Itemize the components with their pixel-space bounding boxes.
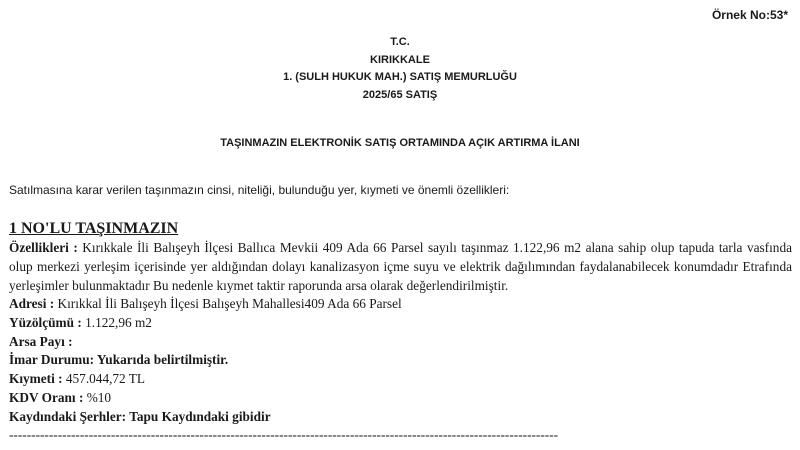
property-area [9,314,792,333]
property-address [9,295,792,314]
annotations-value: Tapu Kaydındaki gibidir [126,408,271,424]
features-label: Özellikleri : [9,240,78,255]
header-file-number: 2025/65 SATIŞ [362,88,438,101]
value-label: Kıymeti : [9,371,63,387]
features-value: Kırıkkale İli Balışeyh İlçesi Ballıca Mevkii 409 Ada 66 Parsel sayılı taşınmaz 1.122,96 m2 alana sahip olup tapuda tarla vasfında olup merkezi yerleşim içerisinde yer aldığından dolayı kanalizasyon içme suyu ve elektrik dağılımından faydalanabilecek konumdadır Etrafında yerleşimler bulunmaktadır Bu nedenle kıymet taktir raporunda arsa olarak değerlendirilmiştir. [9,240,792,293]
property-vat [9,389,792,408]
address-value: Kırıkkal İli Balışeyh İlçesi Balışeyh Mahallesi409 Ada 66 Parsel [54,296,402,311]
property-zoning [9,351,792,370]
intro-text: Satılmasına karar verilen taşınmazın cinsi, niteliği, bulunduğu yer, kıymeti ve önemli özellikleri: [9,183,510,197]
property-features [9,238,792,295]
sample-number: Örnek No:53* [711,8,788,22]
value-amount: 457.044,72 TL [62,371,146,387]
header-office: 1. (SULH HUKUK MAH.) SATIŞ MEMURLUĞU [283,71,517,83]
vat-label: KDV Oranı : [9,389,84,405]
zoning-value: Yukarıda belirtilmiştir. [94,352,229,368]
share-label: Arsa Payı : [9,333,73,349]
zoning-label: İmar Durumu: [9,352,95,368]
announcement-title: TAŞINMAZIN ELEKTRONİK SATIŞ ORTAMINDA AÇIK ARTIRMA İLANI [220,137,580,149]
header-city: KIRIKKALE [370,53,430,66]
header-country: T.C. [390,36,410,48]
property-share [9,333,792,352]
property-annotations [9,408,792,427]
property-value [9,370,792,389]
separator-line: ---------------------------------------------------------------------------------------------------------------------------- [9,426,559,442]
document-header [0,34,800,104]
property-heading: 1 NO'LU TAŞINMAZIN [9,220,179,237]
property-section [9,219,792,443]
area-value: 1.122,96 m2 [81,314,152,330]
vat-value: %10 [83,389,112,405]
address-label: Adresi : [9,296,55,311]
annotations-label: Kaydındaki Şerhler: [9,408,127,424]
area-label: Yüzölçümü : [9,314,82,330]
